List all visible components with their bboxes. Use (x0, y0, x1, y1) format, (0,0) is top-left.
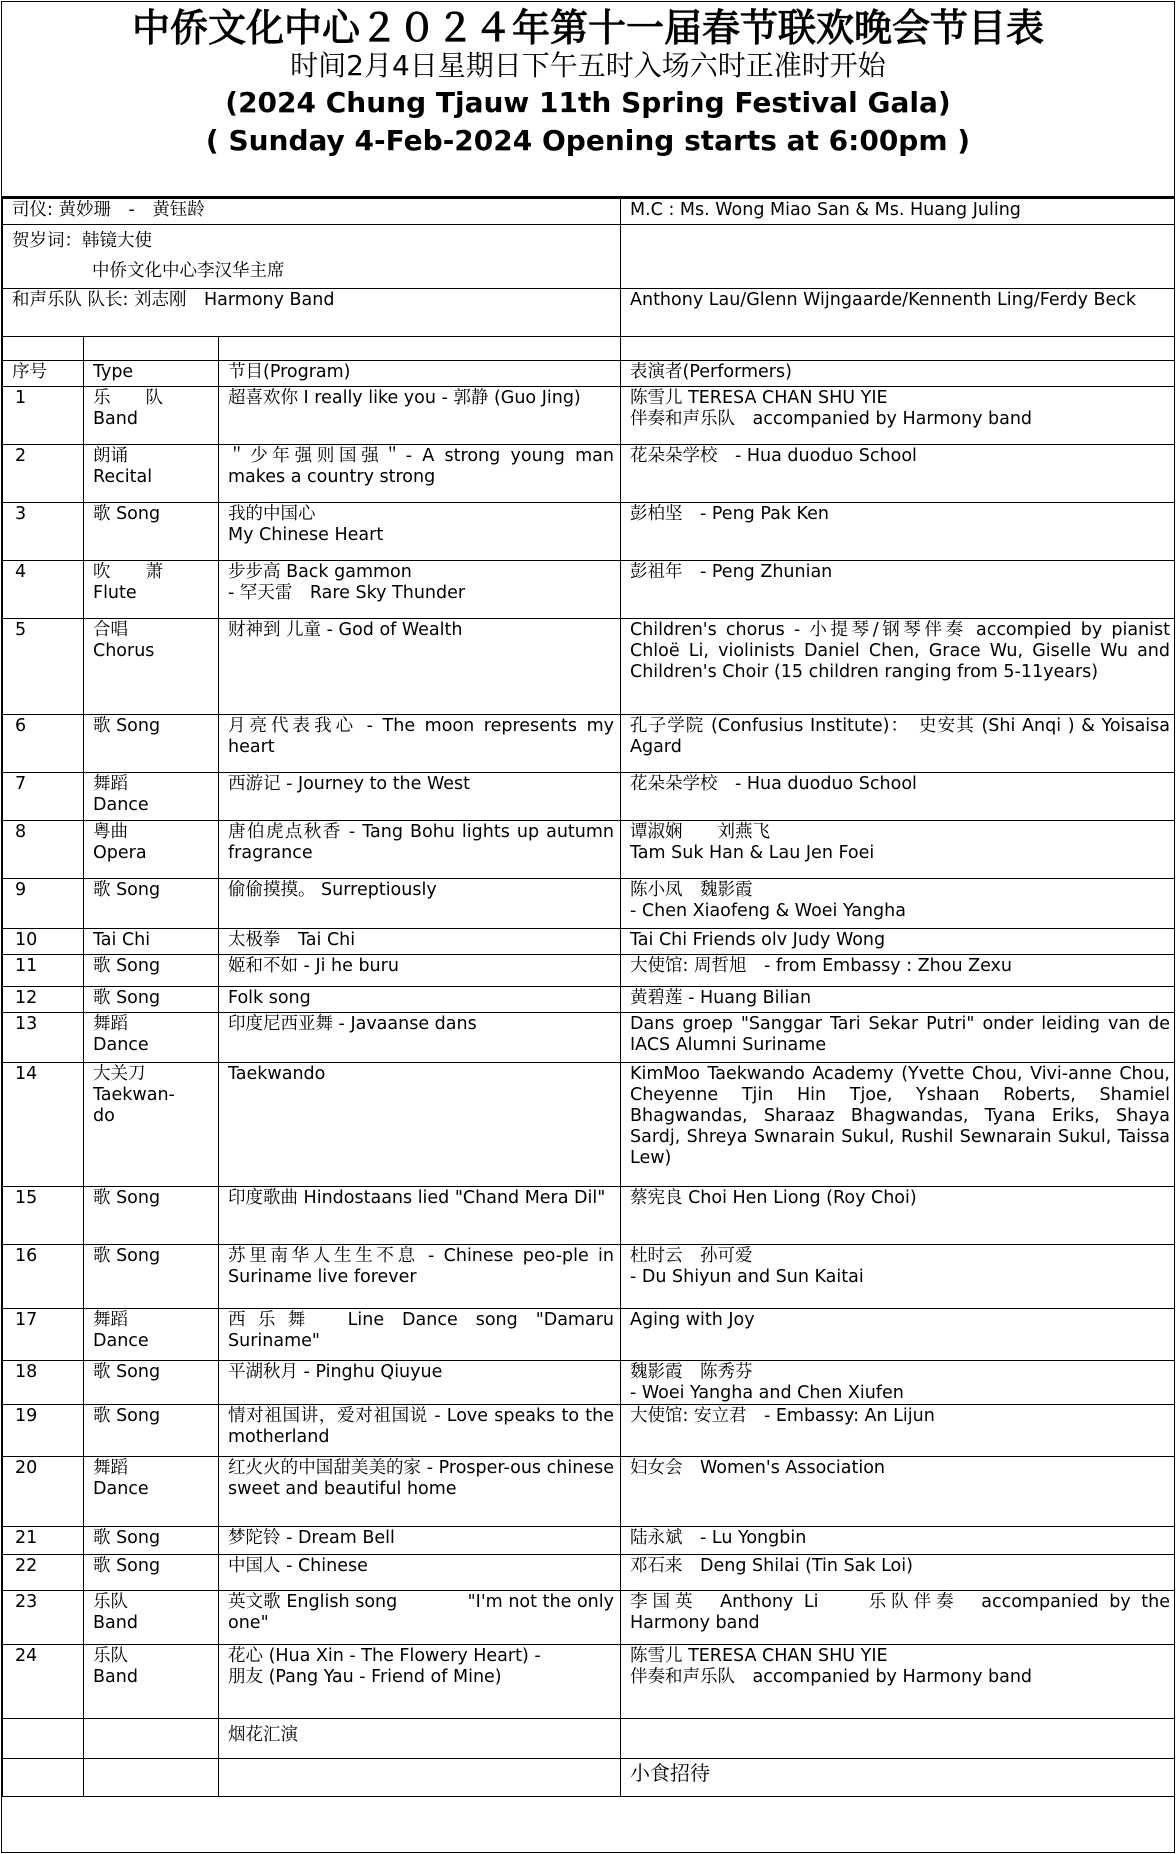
program-type: 大关刀 Taekwan- do (84, 1063, 219, 1187)
program-type: 歌 Song (84, 987, 219, 1013)
program-number: 3 (3, 503, 84, 561)
program-row (3, 503, 1176, 561)
program-row (3, 1309, 1176, 1361)
program-type: 乐 队 Band (84, 387, 219, 445)
speech-cell (3, 225, 621, 289)
program-type: 乐队 Band (84, 1591, 219, 1645)
program-row (3, 619, 1176, 715)
program-number: 9 (3, 879, 84, 929)
program-performers: 邓石来 Deng Shilai (Tin Sak Loi) (621, 1555, 1176, 1591)
header-program: 节目(Program) (219, 361, 621, 387)
program-title: 步步高 Back gammon - 罕天雷 Rare Sky Thunder (219, 561, 621, 619)
mc-row (3, 199, 1176, 225)
program-row (3, 987, 1176, 1013)
program-performers: Children's chorus - 小提琴/钢琴伴奏 accompied by pianist Chloë Li, violinists Daniel Chen, Grace Wu, Giselle Wu and Children's Choir (15 children ranging from 5-11years) (621, 619, 1176, 715)
program-performers: 蔡宪良 Choi Hen Liong (Roy Choi) (621, 1187, 1176, 1245)
program-title: 财神到 儿童 - God of Wealth (219, 619, 621, 715)
program-title: Taekwando (219, 1063, 621, 1187)
program-number: 19 (3, 1405, 84, 1457)
program-title: ＂少年强则国强＂- A strong young man makes a country strong (219, 445, 621, 503)
program-performers: 魏影霞 陈秀芬 - Woei Yangha and Chen Xiufen (621, 1361, 1176, 1405)
program-title: 超喜欢你 I really like you - 郭静 (Guo Jing) (219, 387, 621, 445)
program-title: 唐伯虎点秋香 - Tang Bohu lights up autumn fragrance (219, 821, 621, 879)
program-performers: 陈小凤 魏影霞 - Chen Xiaofeng & Woei Yangha (621, 879, 1176, 929)
speech-row (3, 225, 1176, 289)
header-row (3, 361, 1176, 387)
program-row (3, 773, 1176, 821)
program-row (3, 387, 1176, 445)
program-type: 吹 萧 Flute (84, 561, 219, 619)
program-number: 15 (3, 1187, 84, 1245)
fireworks-row (3, 1719, 1176, 1759)
program-type: 朗诵 Recital (84, 445, 219, 503)
program-row (3, 1063, 1176, 1187)
program-title: 情对祖国讲，爱对祖国说 - Love speaks to the motherland (219, 1405, 621, 1457)
program-performers: 彭祖年 - Peng Zhunian (621, 561, 1176, 619)
program-number: 4 (3, 561, 84, 619)
program-type: 合唱 Chorus (84, 619, 219, 715)
header-no: 序号 (3, 361, 84, 387)
program-performers: 杜时云 孙可爱 - Du Shiyun and Sun Kaitai (621, 1245, 1176, 1309)
program-performers: 大使馆: 安立君 - Embassy: An Lijun (621, 1405, 1176, 1457)
spacer-cell (219, 337, 621, 361)
program-performers: 彭柏坚 - Peng Pak Ken (621, 503, 1176, 561)
empty-cell (621, 1719, 1176, 1759)
program-title: 梦陀铃 - Dream Bell (219, 1527, 621, 1555)
program-row (3, 1361, 1176, 1405)
program-number: 20 (3, 1457, 84, 1527)
program-title: Folk song (219, 987, 621, 1013)
program-title: 花心 (Hua Xin - The Flowery Heart) - 朋友 (Pang Yau - Friend of Mine) (219, 1645, 621, 1719)
program-number: 22 (3, 1555, 84, 1591)
program-performers: 花朵朵学校 - Hua duoduo School (621, 445, 1176, 503)
program-title: 月亮代表我心 - The moon represents my heart (219, 715, 621, 773)
program-title: 偷偷摸摸。 Surreptiously (219, 879, 621, 929)
snacks-row (3, 1759, 1176, 1797)
event-time-cn: 时间2月4日星期日下午五时入场六时正准时开始 (290, 49, 886, 82)
band-members: Anthony Lau/Glenn Wijngaarde/Kennenth Ling/Ferdy Beck (621, 289, 1176, 337)
program-type: 歌 Song (84, 1187, 219, 1245)
program-type: 舞蹈 Dance (84, 773, 219, 821)
program-title: 印度尼西亚舞 - Javaanse dans (219, 1013, 621, 1063)
event-title-en: (2024 Chung Tjauw 11th Spring Festival Gala) (225, 86, 951, 119)
program-title: 苏里南华人生生不息 - Chinese peo-ple in Suriname live forever (219, 1245, 621, 1309)
empty-cell (3, 1759, 84, 1797)
mc-cn: 司仪: 黄妙珊 - 黄钰龄 (3, 199, 621, 225)
program-title: 印度歌曲 Hindostaans lied "Chand Mera Dil" (219, 1187, 621, 1245)
program-row (3, 1245, 1176, 1309)
program-title: 我的中国心 My Chinese Heart (219, 503, 621, 561)
program-performers: 陈雪儿 TERESA CHAN SHU YIE 伴奏和声乐队 accompanied by Harmony band (621, 1645, 1176, 1719)
program-performers: Aging with Joy (621, 1309, 1176, 1361)
program-performers: 妇女会 Women's Association (621, 1457, 1176, 1527)
program-title: 红火火的中国甜美美的家 - Prosper-ous chinese sweet and beautiful home (219, 1457, 621, 1527)
event-date-en: ( Sunday 4-Feb-2024 Opening starts at 6:00pm ) (205, 124, 971, 157)
program-row (3, 821, 1176, 879)
program-number: 11 (3, 955, 84, 987)
program-type: 乐队 Band (84, 1645, 219, 1719)
title-block (2, 2, 1174, 198)
spacer-row (3, 337, 1176, 361)
program-number: 21 (3, 1527, 84, 1555)
program-type: 歌 Song (84, 715, 219, 773)
program-type: 歌 Song (84, 1555, 219, 1591)
program-type: 粤曲 Opera (84, 821, 219, 879)
program-number: 10 (3, 929, 84, 955)
program-title: 太极拳 Tai Chi (219, 929, 621, 955)
program-row (3, 1187, 1176, 1245)
program-performers: 李国英 Anthony Li 乐队伴奏 accompanied by the Harmony band (621, 1591, 1176, 1645)
program-row (3, 929, 1176, 955)
program-number: 16 (3, 1245, 84, 1309)
program-type: Tai Chi (84, 929, 219, 955)
empty-cell (219, 1759, 621, 1797)
program-type: 歌 Song (84, 1245, 219, 1309)
spacer-cell (84, 337, 219, 361)
program-title: 英文歌 English song "I'm not the only one" (219, 1591, 621, 1645)
program-title: 西乐舞 Line Dance song "Damaru Suriname" (219, 1309, 621, 1361)
program-number: 6 (3, 715, 84, 773)
program-performers: 大使馆: 周哲旭 - from Embassy : Zhou Zexu (621, 955, 1176, 987)
program-number: 14 (3, 1063, 84, 1187)
program-number: 5 (3, 619, 84, 715)
program-row (3, 1527, 1176, 1555)
program-performers: 花朵朵学校 - Hua duoduo School (621, 773, 1176, 821)
program-performers: 谭淑娴 刘燕飞 Tam Suk Han & Lau Jen Foei (621, 821, 1176, 879)
program-type: 歌 Song (84, 1527, 219, 1555)
snacks-label: 小食招待 (621, 1759, 1176, 1797)
program-row (3, 879, 1176, 929)
program-type: 歌 Song (84, 1405, 219, 1457)
program-number: 24 (3, 1645, 84, 1719)
program-number: 12 (3, 987, 84, 1013)
program-type: 舞蹈 Dance (84, 1013, 219, 1063)
program-row (3, 561, 1176, 619)
header-performers: 表演者(Performers) (621, 361, 1176, 387)
program-number: 13 (3, 1013, 84, 1063)
speech-line-2: 中侨文化中心李汉华主席 (92, 261, 285, 281)
program-row (3, 445, 1176, 503)
program-number: 8 (3, 821, 84, 879)
mc-en: M.C : Ms. Wong Miao San & Ms. Huang Juling (621, 199, 1176, 225)
program-number: 2 (3, 445, 84, 503)
speech-line-1: 贺岁词：韩镜大使 (12, 231, 152, 251)
program-title: 平湖秋月 - Pinghu Qiuyue (219, 1361, 621, 1405)
program-sheet (1, 1, 1175, 1853)
band-row (3, 289, 1176, 337)
program-number: 18 (3, 1361, 84, 1405)
empty-cell (3, 1719, 84, 1759)
program-performers: Tai Chi Friends olv Judy Wong (621, 929, 1176, 955)
program-row (3, 1591, 1176, 1645)
program-performers: 陈雪儿 TERESA CHAN SHU YIE 伴奏和声乐队 accompanied by Harmony band (621, 387, 1176, 445)
program-row (3, 1013, 1176, 1063)
program-title: 西游记 - Journey to the West (219, 773, 621, 821)
program-number: 17 (3, 1309, 84, 1361)
program-row (3, 1645, 1176, 1719)
program-type: 歌 Song (84, 1361, 219, 1405)
empty-cell (84, 1759, 219, 1797)
program-number: 1 (3, 387, 84, 445)
program-row (3, 1457, 1176, 1527)
program-performers: KimMoo Taekwando Academy (Yvette Chou, Vivi-anne Chou, Cheyenne Tjin Hin Tjoe, Yshaan Roberts, Shamiel Bhagwandas, Sharaaz Bhagwandas, Tyana Eriks, Shaya Sardj, Shreya Swnarain Sukul, Rushil Sewnarain Sukul, Taissa Lew) (621, 1063, 1176, 1187)
program-performers: 陆永斌 - Lu Yongbin (621, 1527, 1176, 1555)
program-number: 7 (3, 773, 84, 821)
program-title: 中国人 - Chinese (219, 1555, 621, 1591)
program-performers: 孔子学院 (Confusius Institute)： 史安其 (Shi Anqi ) & Yoisaisa Agard (621, 715, 1176, 773)
band-cn: 和声乐队 队长: 刘志刚 Harmony Band (3, 289, 621, 337)
empty-cell (84, 1719, 219, 1759)
page-title: 中侨文化中心２０２４年第十一届春节联欢晚会节目表 (131, 6, 1044, 50)
program-table (2, 198, 1175, 1797)
program-performers: Dans groep "Sanggar Tari Sekar Putri" onder leiding van de IACS Alumni Suriname (621, 1013, 1176, 1063)
header-type: Type (84, 361, 219, 387)
program-row (3, 715, 1176, 773)
spacer-cell (3, 337, 84, 361)
program-type: 歌 Song (84, 955, 219, 987)
speech-empty (621, 225, 1176, 289)
program-type: 舞蹈 Dance (84, 1309, 219, 1361)
program-number: 23 (3, 1591, 84, 1645)
fireworks-label: 烟花汇演 (219, 1719, 621, 1759)
program-type: 歌 Song (84, 503, 219, 561)
program-row (3, 1405, 1176, 1457)
program-row (3, 955, 1176, 987)
spacer-cell (621, 337, 1176, 361)
program-row (3, 1555, 1176, 1591)
program-type: 歌 Song (84, 879, 219, 929)
program-title: 姬和不如 - Ji he buru (219, 955, 621, 987)
program-type: 舞蹈 Dance (84, 1457, 219, 1527)
program-performers: 黄碧莲 - Huang Bilian (621, 987, 1176, 1013)
